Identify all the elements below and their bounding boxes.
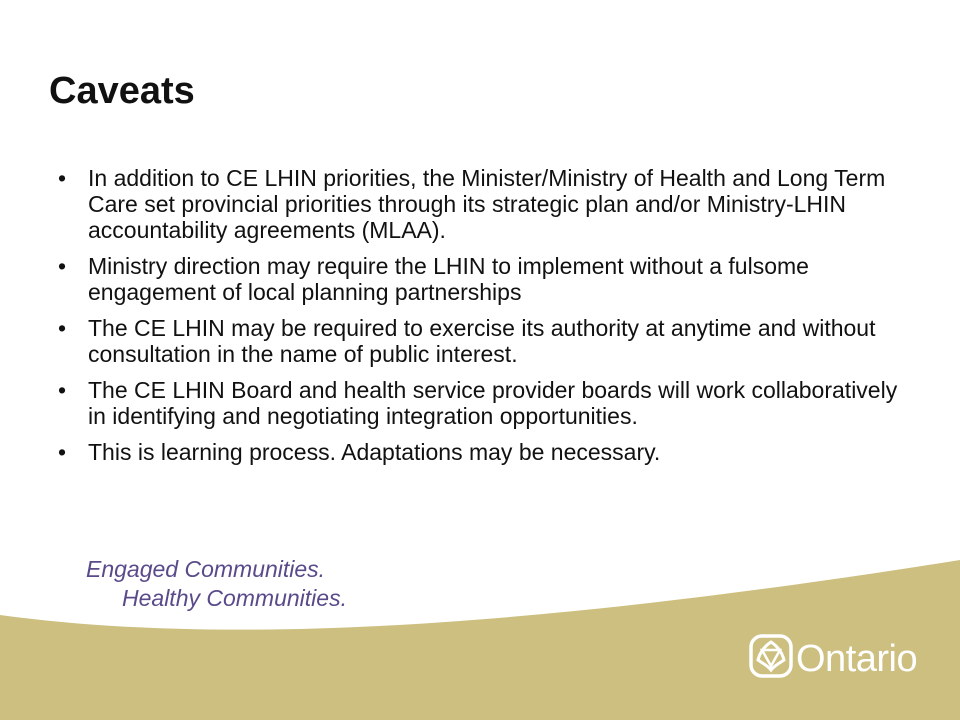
slide-title: Caveats bbox=[49, 70, 195, 112]
tagline bbox=[86, 555, 347, 613]
bullet-item: • This is learning process. Adaptations may be necessary. bbox=[58, 439, 918, 465]
tagline-line1: Engaged Communities. bbox=[86, 556, 326, 582]
bullet-item: • Ministry direction may require the LHIN to implement without a fulsome engagement of local planning partnerships bbox=[58, 253, 918, 305]
bullet-list bbox=[58, 165, 918, 475]
ontario-wordmark: Ontario bbox=[796, 638, 918, 680]
bullet-item: • The CE LHIN may be required to exercise its authority at anytime and without consultation in the name of public interest. bbox=[58, 315, 918, 367]
bullet-item: • The CE LHIN Board and health service provider boards will work collaboratively in identifying and negotiating integration opportunities. bbox=[58, 377, 918, 429]
trillium-icon bbox=[751, 636, 791, 676]
bullet-item: • In addition to CE LHIN priorities, the Minister/Ministry of Health and Long Term Care set provincial priorities through its strategic plan and/or Ministry-LHIN accountability agreements (MLAA). bbox=[58, 165, 918, 243]
tagline-line2: Healthy Communities. bbox=[122, 585, 347, 611]
